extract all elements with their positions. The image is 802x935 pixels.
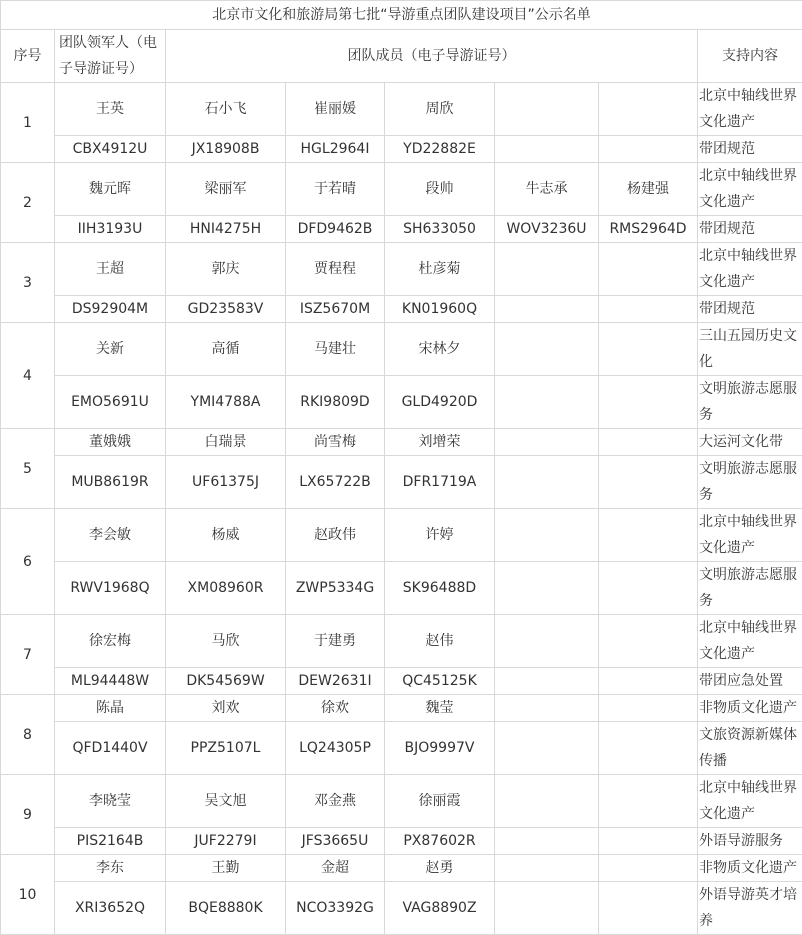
support-content: 带团规范 [698,216,802,243]
member-name: 杜彦菊 [385,243,495,296]
header-members: 团队成员（电子导游证号） [166,30,698,83]
member-name: 刘欢 [166,695,286,722]
team-row-names [1,775,802,828]
member-id: YMI4788A [166,376,286,429]
member-id: DFR1719A [385,456,495,509]
member-name: 金超 [286,855,385,882]
support-content: 文明旅游志愿服务 [698,376,802,429]
leader-name: 李晓莹 [55,775,166,828]
member-id: SK96488D [385,562,495,615]
member-id: SH633050 [385,216,495,243]
member-name [599,615,698,668]
support-content: 非物质文化遗产 [698,695,802,722]
leader-name: 王英 [55,83,166,136]
support-content: 带团规范 [698,136,802,163]
member-id: GLD4920D [385,376,495,429]
member-name: 赵伟 [385,615,495,668]
member-id: BJO9997V [385,722,495,775]
member-id: ZWP5334G [286,562,385,615]
leader-id: PIS2164B [55,828,166,855]
member-id [599,668,698,695]
member-name: 郭庆 [166,243,286,296]
team-row-ids [1,216,802,243]
leader-name: 王超 [55,243,166,296]
member-id [495,828,599,855]
member-id: PPZ5107L [166,722,286,775]
member-name: 梁丽军 [166,163,286,216]
member-id [495,562,599,615]
member-name: 白瑞景 [166,429,286,456]
member-name: 许婷 [385,509,495,562]
member-name [495,83,599,136]
member-name: 赵勇 [385,855,495,882]
leader-id: MUB8619R [55,456,166,509]
support-content: 北京中轴线世界文化遗产 [698,775,802,828]
member-id [599,376,698,429]
support-content: 外语导游服务 [698,828,802,855]
member-id: JX18908B [166,136,286,163]
leader-name: 陈晶 [55,695,166,722]
row-index: 9 [1,775,55,855]
team-row-names [1,695,802,722]
member-name: 于建勇 [286,615,385,668]
member-name: 宋林夕 [385,323,495,376]
team-row-names [1,509,802,562]
member-id: JUF2279I [166,828,286,855]
row-index: 1 [1,83,55,163]
member-id [599,296,698,323]
member-name: 尚雪梅 [286,429,385,456]
support-content: 三山五园历史文化 [698,323,802,376]
member-id [599,882,698,935]
member-name: 杨威 [166,509,286,562]
leader-name: 李东 [55,855,166,882]
team-row-ids [1,296,802,323]
member-name: 邓金燕 [286,775,385,828]
member-name [495,615,599,668]
member-name [599,855,698,882]
member-id [599,722,698,775]
leader-id: IIH3193U [55,216,166,243]
support-content: 带团应急处置 [698,668,802,695]
row-index: 8 [1,695,55,775]
team-row-ids [1,136,802,163]
support-content: 非物质文化遗产 [698,855,802,882]
member-name: 石小飞 [166,83,286,136]
team-row-ids [1,722,802,775]
row-index: 4 [1,323,55,429]
member-name: 周欣 [385,83,495,136]
member-id: RKI9809D [286,376,385,429]
team-row-ids [1,456,802,509]
member-id: ISZ5670M [286,296,385,323]
team-row-names [1,615,802,668]
leader-id: CBX4912U [55,136,166,163]
member-id [495,722,599,775]
row-index: 5 [1,429,55,509]
member-name: 段帅 [385,163,495,216]
member-id: DFD9462B [286,216,385,243]
member-name [495,509,599,562]
member-id: WOV3236U [495,216,599,243]
member-id [599,562,698,615]
member-id [495,456,599,509]
member-name: 崔丽媛 [286,83,385,136]
team-row-names [1,83,802,136]
row-index: 2 [1,163,55,243]
team-row-names [1,243,802,296]
member-name: 牛志承 [495,163,599,216]
support-content: 北京中轴线世界文化遗产 [698,509,802,562]
team-row-ids [1,668,802,695]
member-id: BQE8880K [166,882,286,935]
member-id: PX87602R [385,828,495,855]
member-name [495,243,599,296]
header-support: 支持内容 [698,30,802,83]
row-index: 7 [1,615,55,695]
member-name: 吴文旭 [166,775,286,828]
support-content: 北京中轴线世界文化遗产 [698,163,802,216]
member-id: QC45125K [385,668,495,695]
member-name: 杨建强 [599,163,698,216]
support-content: 北京中轴线世界文化遗产 [698,615,802,668]
member-name: 马欣 [166,615,286,668]
leader-name: 关新 [55,323,166,376]
leader-id: XRI3652Q [55,882,166,935]
member-name [599,243,698,296]
team-row-names [1,163,802,216]
member-name [495,855,599,882]
member-name: 高循 [166,323,286,376]
support-content: 大运河文化带 [698,429,802,456]
member-id: LX65722B [286,456,385,509]
support-content: 外语导游英才培养 [698,882,802,935]
member-id [495,882,599,935]
member-name: 于若晴 [286,163,385,216]
member-id: HGL2964I [286,136,385,163]
member-id: XM08960R [166,562,286,615]
member-name [599,429,698,456]
member-name: 赵政伟 [286,509,385,562]
leader-id: ML94448W [55,668,166,695]
member-id: GD23583V [166,296,286,323]
member-name: 王勤 [166,855,286,882]
member-id [599,136,698,163]
header-index: 序号 [1,30,55,83]
support-content: 北京中轴线世界文化遗产 [698,243,802,296]
member-name: 刘增荣 [385,429,495,456]
member-id: KN01960Q [385,296,495,323]
member-id: JFS3665U [286,828,385,855]
member-id: RMS2964D [599,216,698,243]
team-row-names [1,323,802,376]
member-id [495,136,599,163]
member-name: 徐欢 [286,695,385,722]
support-content: 文明旅游志愿服务 [698,456,802,509]
header-leader: 团队领军人（电子导游证号） [55,30,166,83]
leader-id: DS92904M [55,296,166,323]
member-id: HNI4275H [166,216,286,243]
member-name [495,775,599,828]
member-id: UF61375J [166,456,286,509]
leader-id: RWV1968Q [55,562,166,615]
member-id [599,456,698,509]
row-index: 10 [1,855,55,935]
leader-name: 董娥娥 [55,429,166,456]
team-row-names [1,855,802,882]
member-id: NCO3392G [286,882,385,935]
row-index: 6 [1,509,55,615]
leader-id: EMO5691U [55,376,166,429]
member-name [495,429,599,456]
member-name [599,775,698,828]
member-id [495,296,599,323]
member-id: DK54569W [166,668,286,695]
member-id: LQ24305P [286,722,385,775]
member-name: 贾程程 [286,243,385,296]
leader-name: 魏元晖 [55,163,166,216]
member-id: YD22882E [385,136,495,163]
member-id [495,668,599,695]
member-id [495,376,599,429]
team-row-names [1,429,802,456]
member-name: 魏莹 [385,695,495,722]
team-row-ids [1,376,802,429]
support-content: 带团规范 [698,296,802,323]
member-name: 徐丽霞 [385,775,495,828]
table-title: 北京市文化和旅游局第七批“导游重点团队建设项目”公示名单 [1,1,802,30]
team-row-ids [1,828,802,855]
member-name [599,323,698,376]
support-content: 文明旅游志愿服务 [698,562,802,615]
team-row-ids [1,882,802,935]
member-id: VAG8890Z [385,882,495,935]
leader-name: 徐宏梅 [55,615,166,668]
member-name [495,695,599,722]
row-index: 3 [1,243,55,323]
member-name [599,509,698,562]
support-content: 文旅资源新媒体传播 [698,722,802,775]
support-content: 北京中轴线世界文化遗产 [698,83,802,136]
member-name [495,323,599,376]
leader-name: 李会敏 [55,509,166,562]
leader-id: QFD1440V [55,722,166,775]
member-id [599,828,698,855]
member-name: 马建壮 [286,323,385,376]
member-name [599,695,698,722]
member-id: DEW2631I [286,668,385,695]
team-row-ids [1,562,802,615]
member-name [599,83,698,136]
